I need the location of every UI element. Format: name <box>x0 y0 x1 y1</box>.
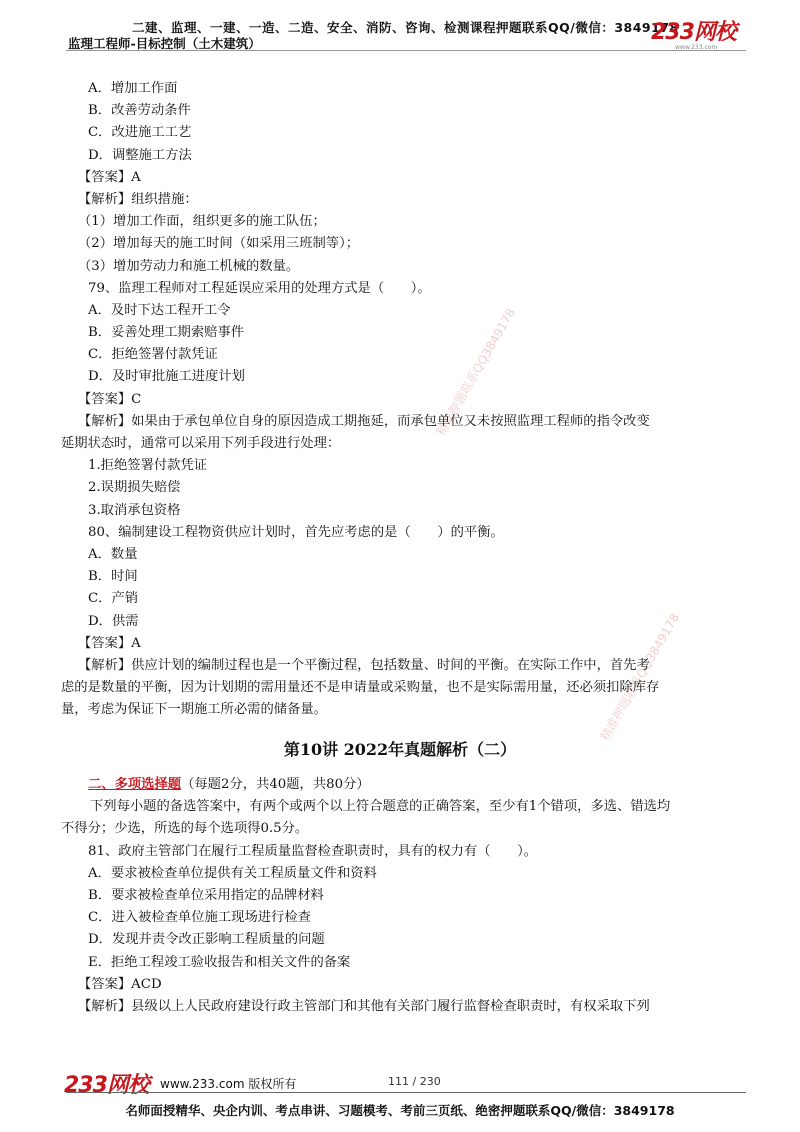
option-line: D．调整施工方法 <box>88 147 192 163</box>
answer-line: 【答案】ACD <box>78 976 162 992</box>
option-line: C．改进施工工艺 <box>88 125 192 141</box>
header-divider <box>66 50 746 51</box>
page-content <box>61 78 738 721</box>
option-line: A．增加工作面 <box>88 81 178 96</box>
section-note: （每题2分，共40题，共80分） <box>181 777 370 792</box>
footer-logo: 233网校 <box>64 1073 149 1098</box>
brand-logo-text: 233网校 <box>651 20 736 45</box>
option-line: A．要求被检查单位提供有关工程质量文件和资料 <box>88 865 377 881</box>
header-promo-line: 二建、监理、一建、一造、二造、安全、消防、咨询、检测课程押题联系QQ/微信：3849178 <box>132 20 679 35</box>
watermark: 精准押题联系QQ3849178 <box>433 305 519 438</box>
option-line: A．及时下达工程开工令 <box>88 302 231 318</box>
intro-line: 下列每小题的备选答案中，有两个或两个以上符合题意的正确答案，至少有1个错项，多选、错选均 <box>90 799 671 815</box>
footer-promo-line: 名师面授精华、央企内训、考点串讲、习题模考、考前三页纸、绝密押题联系QQ/微信：3849178 <box>125 1103 675 1118</box>
brand-logo-url: www.233.com <box>675 44 718 51</box>
analysis-line: 【解析】组织措施： <box>78 191 198 207</box>
option-line: C．产销 <box>88 591 139 607</box>
option-line: E．拒绝工程竣工验收报告和相关文件的备案 <box>88 954 351 970</box>
list-item: 2.误期损失赔偿 <box>88 480 181 496</box>
question-stem: 79、监理工程师对工程延误应采用的处理方式是（ ）。 <box>88 280 431 296</box>
section-title: 第10讲 2022年真题解析（二） <box>283 740 517 759</box>
intro-line: 不得分；少选，所选的每个选项得0.5分。 <box>61 821 309 837</box>
option-line: D．发现并责令改正影响工程质量的问题 <box>88 932 325 948</box>
option-line: C．进入被检查单位施工现场进行检查 <box>88 910 311 926</box>
page-number: 111 / 230 <box>388 1075 441 1088</box>
analysis-line: 量，考虑为保证下一期施工所必需的储备量。 <box>61 702 327 718</box>
option-line: B．要求被检查单位采用指定的品牌材料 <box>88 887 324 903</box>
option-line: D．及时审批施工进度计划 <box>88 369 245 385</box>
footer-copyright: www.233.com 版权所有 <box>160 1077 297 1091</box>
analysis-line: 延期状态时，通常可以采用下列手段进行处理： <box>61 436 341 451</box>
analysis-line: 虑的是数量的平衡，因为计划期的需用量还不是申请量或采购量，也不是实际需用量，还必须扣除库存 <box>61 680 660 696</box>
question-stem: 81、政府主管部门在履行工程质量监督检查职责时，具有的权力有（ ）。 <box>88 843 538 859</box>
analysis-line: 【解析】如果由于承包单位自身的原因造成工期拖延，而承包单位又未按照监理工程师的指令改变 <box>78 413 650 429</box>
watermark: 精准押题联系QQ3849178 <box>597 610 683 743</box>
section-label: 二、多项选择题 <box>88 777 182 792</box>
document-title: 监理工程师-目标控制（土木建筑） <box>68 36 261 51</box>
option-line: D．供需 <box>88 613 139 629</box>
option-line: C．拒绝签署付款凭证 <box>88 347 218 363</box>
option-line: B．改善劳动条件 <box>88 103 191 119</box>
answer-line: 【答案】A <box>78 635 141 651</box>
option-line: B．时间 <box>88 569 138 585</box>
analysis-line: （3）增加劳动力和施工机械的数量。 <box>78 258 300 274</box>
section-two-content <box>61 774 738 1018</box>
analysis-line: （1）增加工作面，组织更多的施工队伍； <box>78 214 326 230</box>
analysis-line: 【解析】县级以上人民政府建设行政主管部门和其他有关部门履行监督检查职责时，有权采取下列 <box>78 998 650 1014</box>
list-item: 1.拒绝签署付款凭证 <box>88 458 208 474</box>
option-line: B．妥善处理工期索赔事件 <box>88 325 245 341</box>
footer-divider <box>66 1092 746 1093</box>
analysis-line: 【解析】供应计划的编制过程也是一个平衡过程，包括数量、时间的平衡。在实际工作中，首先考 <box>78 657 650 673</box>
question-stem: 80、编制建设工程物资供应计划时，首先应考虑的是（ ）的平衡。 <box>88 524 504 540</box>
list-item: 3.取消承包资格 <box>88 502 181 518</box>
brand-logo <box>651 22 741 52</box>
answer-line: 【答案】A <box>78 169 141 185</box>
option-line: A．数量 <box>88 546 138 562</box>
analysis-line: （2）增加每天的施工时间（如采用三班制等）； <box>78 236 360 252</box>
answer-line: 【答案】C <box>78 391 142 407</box>
